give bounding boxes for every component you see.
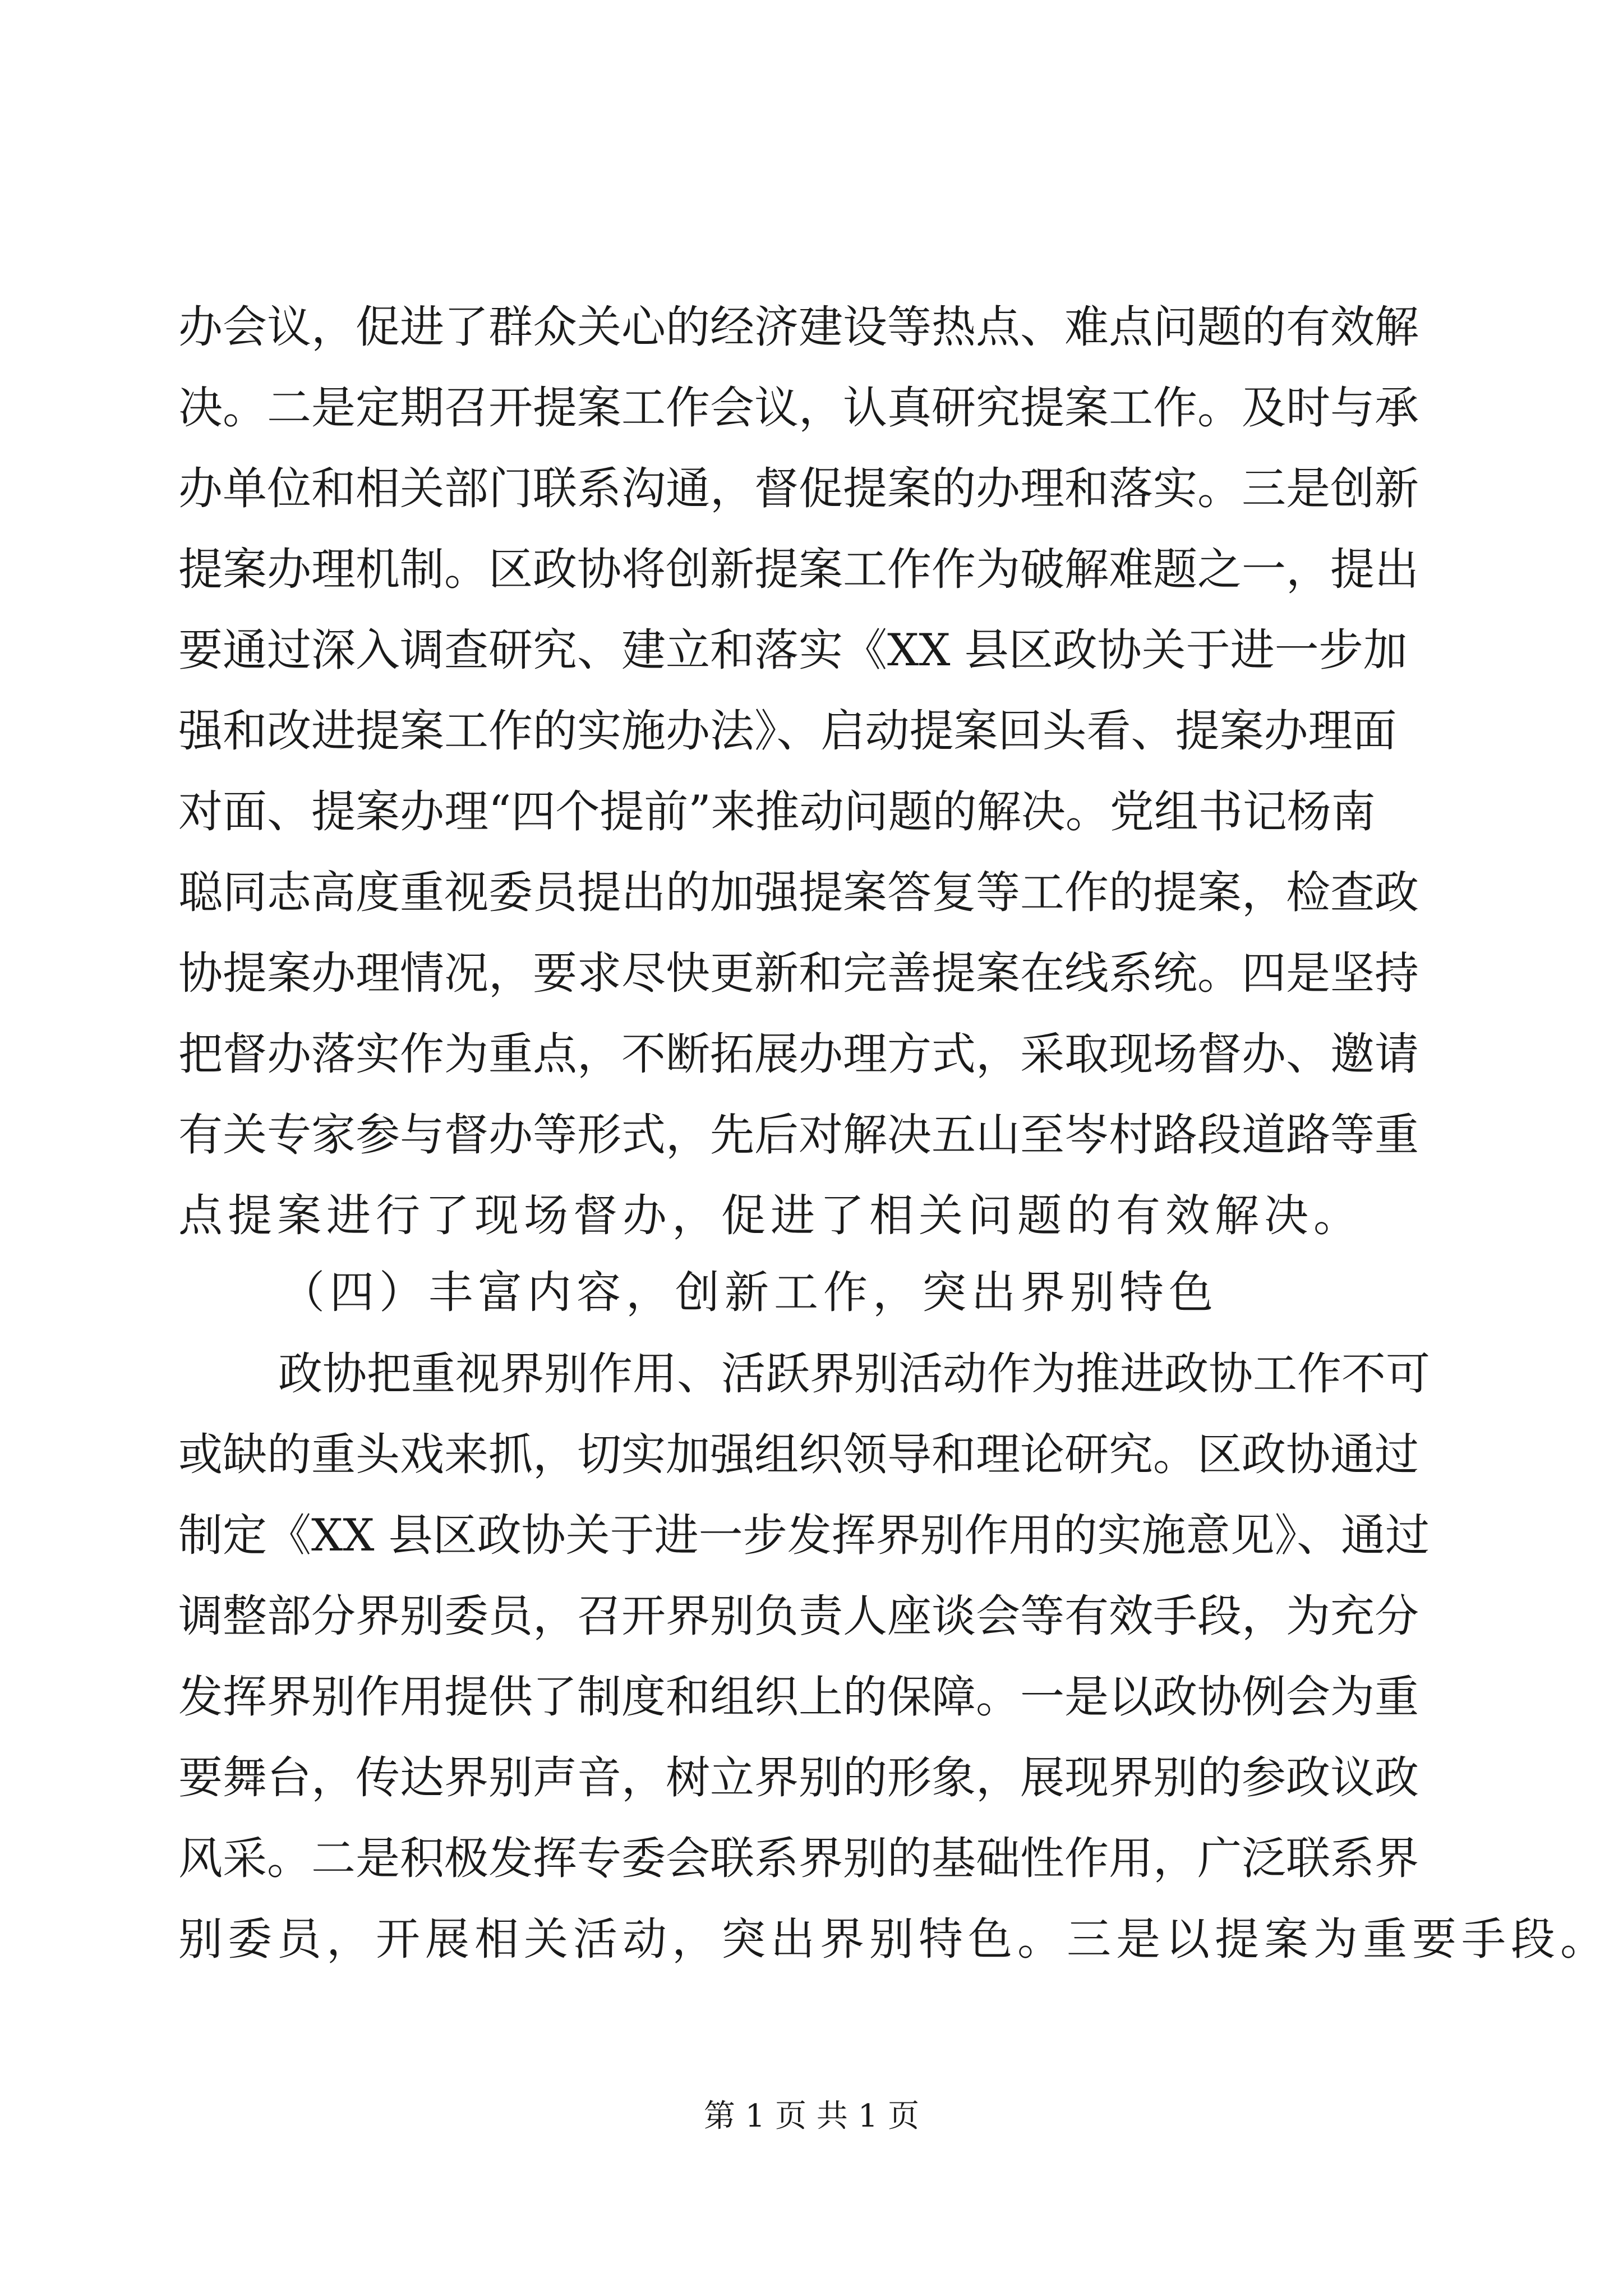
paragraph-line: 对面、提案办理“四个提前”来推动问题的解决。党组书记杨南 [178,786,1376,838]
paragraph-line: 或缺的重头戏来抓，切实加强组织领导和理论研究。区政协通过 [178,1429,1419,1480]
paragraph-line: 别委员，开展相关活动，突出界别特色。三是以提案为重要手段。 [178,1913,1610,1965]
body-paragraph-1 [178,301,1446,1271]
paragraph-line: 提案办理机制。区政协将创新提案工作作为破解难题之一，提出 [178,544,1419,595]
paragraph-line: 把督办落实作为重点，不断拓展办理方式，采取现场督办、邀请 [178,1028,1419,1080]
paragraph-line: 风采。二是积极发挥专委会联系界别的基础性作用，广泛联系界 [178,1833,1419,1884]
section-heading: （四）丰富内容，创新工作，突出界别特色 [280,1267,1218,1318]
paragraph-line: 协提案办理情况，要求尽快更新和完善提案在线系统。四是坚持 [178,947,1419,999]
paragraph-line: 制定《XX 县区政协关于进一步发挥界别作用的实施意见》、通过 [178,1510,1430,1561]
paragraph-line: 决。二是定期召开提案工作会议，认真研究提案工作。及时与承 [178,382,1419,434]
paragraph-line: 调整部分界别委员，召开界别负责人座谈会等有效手段，为充分 [178,1590,1419,1642]
paragraph-line: 发挥界别作用提供了制度和组织上的保障。一是以政协例会为重 [178,1671,1419,1723]
page-footer: 第 1 页 共 1 页 [703,2098,920,2134]
paragraph-line: 办单位和相关部门联系沟通，督促提案的办理和落实。三是创新 [178,463,1419,514]
section-heading-block [280,1267,1548,1347]
paragraph-line: 聪同志高度重视委员提出的加强提案答复等工作的提案，检查政 [178,867,1419,918]
paragraph-line: 政协把重视界别作用、活跃界别活动作为推进政协工作不可 [278,1348,1430,1400]
paragraph-line: 要通过深入调查研究、建立和落实《XX 县区政协关于进一步加 [178,624,1408,676]
paragraph-line: 点提案进行了现场督办，促进了相关问题的有效解决。 [178,1190,1363,1241]
body-paragraph-2 [178,1348,1610,1994]
paragraph-line: 要舞台，传达界别声音，树立界别的形象，展现界别的参政议政 [178,1752,1419,1803]
paragraph-line: 强和改进提案工作的实施办法》、启动提案回头看、提案办理面 [178,705,1397,757]
paragraph-line: 有关专家参与督办等形式，先后对解决五山至岑村路段道路等重 [178,1109,1419,1161]
paragraph-line: 办会议，促进了群众关心的经济建设等热点、难点问题的有效解 [178,301,1419,353]
